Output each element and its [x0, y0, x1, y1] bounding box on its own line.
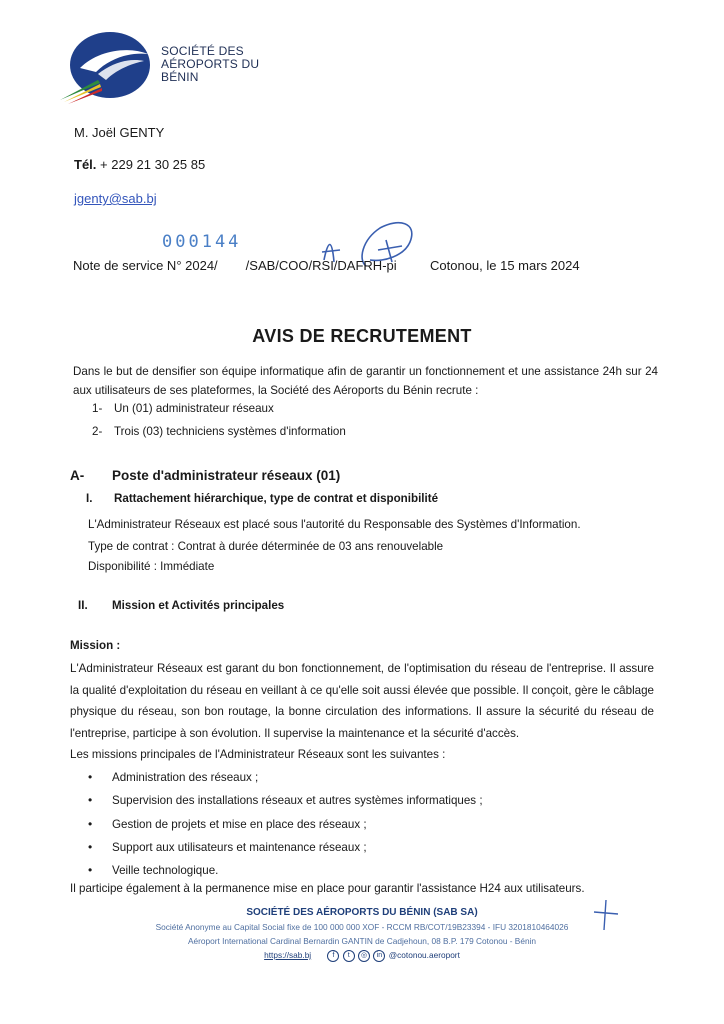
service-number-stamp: 000144	[162, 232, 242, 252]
footer-address: Aéroport International Cardinal Bernardin GANTIN de Cadjehoun, 08 B.P. 179 Cotonou - Bénin	[187, 936, 537, 946]
section-a-title: Poste d'administrateur réseaux (01)	[112, 468, 341, 483]
logo-line-1: SOCIÉTÉ DES	[161, 44, 244, 58]
section-a-heading	[70, 468, 340, 483]
linkedin-icon[interactable]: in	[373, 950, 385, 962]
sab-logo-text	[161, 45, 259, 84]
availability-text: Disponibilité : Immédiate	[88, 560, 215, 573]
subsection-1-label: I.	[86, 492, 93, 505]
subsection-1-title: Rattachement hiérarchique, type de contrat et disponibilité	[114, 492, 439, 505]
contact-phone	[74, 157, 205, 172]
list-item: • Gestion de projets et mise en place des réseaux ;	[88, 815, 483, 838]
subsection-2-label: II.	[78, 599, 88, 612]
missions-intro: Les missions principales de l'Administrateur Réseaux sont les suivantes :	[70, 748, 446, 761]
section-a-label: A-	[70, 468, 85, 483]
position-item	[92, 425, 346, 438]
logo-line-2: AÉROPORTS DU	[161, 57, 260, 71]
position-item	[92, 402, 274, 415]
logo-line-3: BÉNIN	[161, 70, 199, 84]
position-text: Trois (03) techniciens systèmes d'information	[114, 425, 346, 438]
position-number: 2-	[92, 425, 103, 438]
contact-email-link[interactable]: jgenty@sab.bj	[74, 191, 157, 206]
mission-paragraph: L'Administrateur Réseaux est garant du bon fonctionnement, de l'optimisation du réseau de l'entreprise. Il assure la qualité d'exploitation du réseau en veillant à ce qu'elle soit aussi élevée que possible. Il conçoit, gère le câblage physique du réseau, son bon routage, la bonne circulation des informations. Il assure la sécurité du réseau de l'entreprise, participe à son évolution. Il supervise la maintenance et la sécurité d'accès.	[70, 662, 654, 740]
position-text: Un (01) administrateur réseaux	[114, 402, 274, 415]
contract-type-text: Type de contrat : Contrat à durée déterminée de 03 ans renouvelable	[88, 540, 444, 553]
footer-organization: SOCIÉTÉ DES AÉROPORTS DU BÉNIN (SAB SA)	[246, 907, 478, 918]
subsection-1-heading	[86, 492, 438, 505]
page-title: AVIS DE RECRUTEMENT	[252, 326, 472, 346]
instagram-icon[interactable]: ◎	[358, 950, 370, 962]
sab-logo-emblem	[58, 28, 156, 106]
document-date: Cotonou, le 15 mars 2024	[430, 258, 580, 273]
missions-list	[88, 768, 483, 884]
footer-social-bar	[0, 950, 724, 962]
list-item: • Veille technologique.	[88, 861, 483, 884]
website-link[interactable]: https://sab.bj	[264, 950, 312, 961]
twitter-icon[interactable]: t	[343, 950, 355, 962]
note-suffix: /SAB/COO/RSI/DAFRH-pi	[245, 258, 397, 273]
mission-label: Mission :	[70, 639, 121, 652]
intro-paragraph: Dans le but de densifier son équipe informatique afin de garantir un fonctionnement et une assistance 24h sur 24 aux utilisateurs de ses plateformes, la Société des Aéroports du Bénin recrute :	[73, 365, 658, 397]
footer-legal-info: Société Anonyme au Capital Social fixe de 100 000 000 XOF - RCCM RB/COT/19B23394 - IFU 3201810464026	[155, 922, 569, 932]
position-number: 1-	[92, 402, 103, 415]
closing-paragraph: Il participe également à la permanence mise en place pour garantir l'assistance H24 aux utilisateurs.	[70, 882, 585, 895]
list-item: • Support aux utilisateurs et maintenance réseaux ;	[88, 838, 483, 861]
subsection-2-heading	[78, 599, 284, 612]
list-item: • Administration des réseaux ;	[88, 768, 483, 791]
phone-value: + 229 21 30 25 85	[100, 157, 206, 172]
list-item: • Supervision des installations réseaux et autres systèmes informatiques ;	[88, 791, 483, 814]
rattachement-text: L'Administrateur Réseaux est placé sous l'autorité du Responsable des Systèmes d'Information.	[88, 518, 581, 531]
subsection-2-title: Mission et Activités principales	[112, 599, 285, 612]
social-handle: @cotonou.aeroport	[388, 950, 460, 961]
note-reference	[73, 258, 397, 273]
phone-label: Tél.	[74, 157, 97, 172]
facebook-icon[interactable]: f	[327, 950, 339, 962]
note-prefix: Note de service N° 2024/	[73, 258, 218, 273]
contact-name: M. Joël GENTY	[74, 125, 165, 140]
